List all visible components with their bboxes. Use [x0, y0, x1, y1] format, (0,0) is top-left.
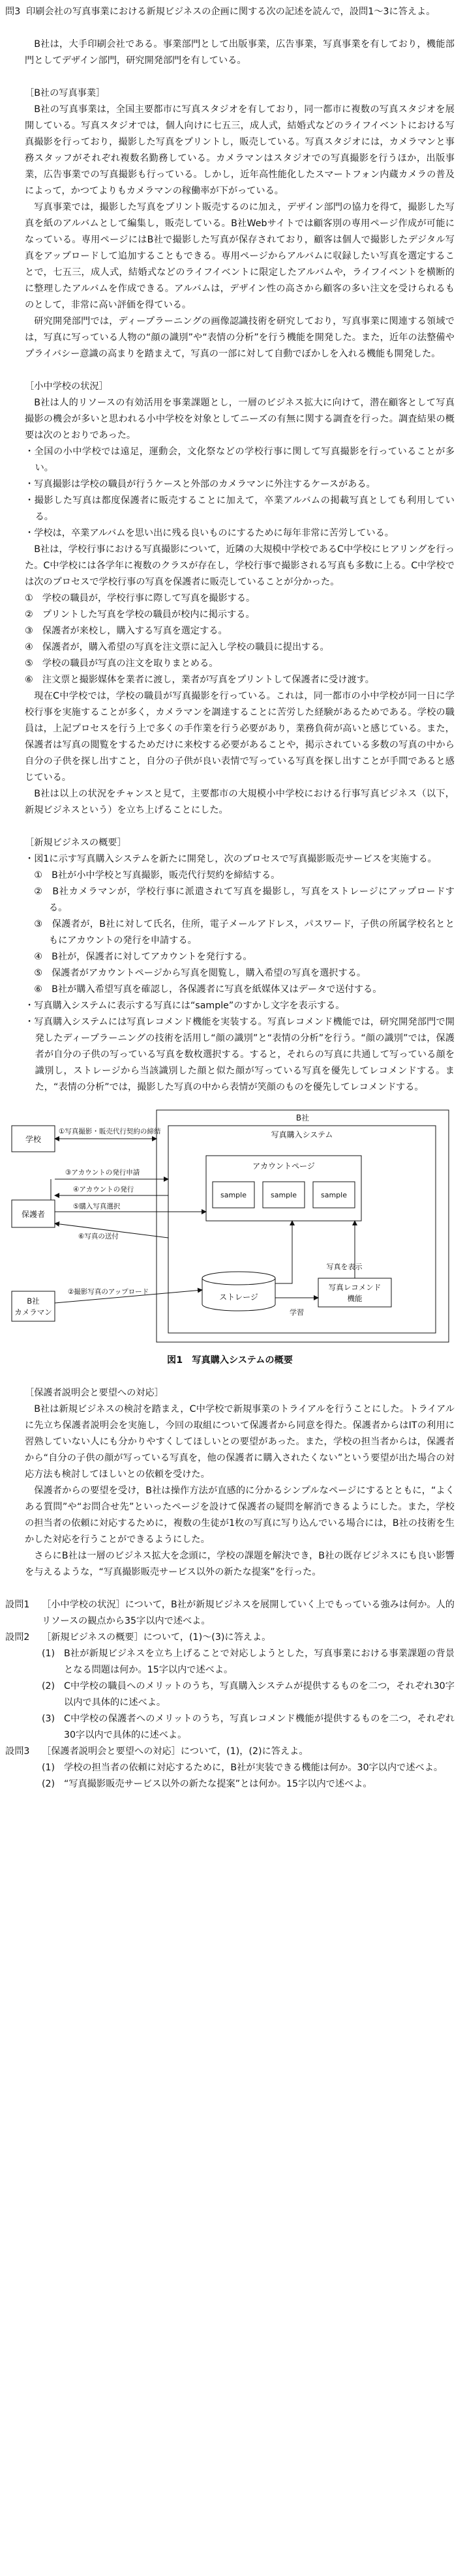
- sub-question: [5, 1776, 455, 1793]
- camera-label-line2: カメラマン: [14, 1308, 52, 1317]
- sub-question-text: B社が新規ビジネスを立ち上げることで対応しようとした，写真事業における事業課題の背景となる問題は何か。15字以内で述べよ。: [64, 1648, 455, 1675]
- sub-question-label: (2): [42, 1779, 55, 1789]
- issue-label: ④アカウントの発行: [73, 1186, 134, 1193]
- question-label: 設問1: [5, 1600, 30, 1610]
- camera-box: [12, 1291, 55, 1321]
- bullet-item: ・写真購入システムには写真レコメンド機能を実装する。写真レコメンド機能では，研究開発部門で開発したディープラーニングの技術を活用し“顔の識別”と“表情の分析”を行う。“顔の識別”では，保護者が自分の子供の写っている写真を数枚選択する。すると，それらの写真に共通して写っている顔を識別し，ストレージから当該識別した顔と似た顔が写っている写真を優先してレコメンドする。また，“表情の分析”では，撮影した写真の中から表情が笑顔のものを優先してレコメンドする。: [25, 1017, 455, 1092]
- process-step: ⑤ 学校の職員が写真の注文を取りまとめる。: [25, 658, 218, 669]
- question-body: [5, 37, 455, 1096]
- process-step: ③ 保護者が来校し，購入する写真を選定する。: [25, 626, 228, 636]
- process-step: ③ 保護者が，B社に対して氏名，住所，電子メールアドレス，パスワード，子供の所属学校名とともにアカウントの発行を申請する。: [34, 919, 455, 946]
- section-title: ［新規ビジネスの概要］: [25, 838, 127, 848]
- sub-question: [5, 1760, 455, 1776]
- process-step: ② B社カメラマンが，学校行事に派遣されて写真を撮影し，写真をストレージにアップロードする。: [34, 886, 455, 913]
- paragraph: B社の写真事業は，全国主要都市に写真スタジオを有しており，同一都市に複数の写真スタジオを展開している。写真スタジオでは，個人向けに七五三，成人式，結婚式などのライフイベントにおける写真撮影を行っており，撮影した写真をプリントし，販売している。写真スタジオには，カメラマンと事務スタッフがそれぞれ複数名勤務している。カメラマンはスタジオでの写真撮影を行うほか，出版事業，広告事業での写真撮影も行っている。しかし，近年高性能化したスマートフォン内蔵カメラの普及によって，かつてよりもカメラマンの稼働率が下がっている。: [25, 104, 455, 196]
- process-step: ④ 保護者が，購入希望の写真を注文票に記入し学校の職員に提出する。: [25, 642, 329, 652]
- select-label: ⑤購入写真選択: [73, 1203, 121, 1210]
- process-step: ⑥ 注文票と撮影媒体を業者に渡し，業者が写真をプリントして保護者に受け渡す。: [25, 675, 374, 685]
- sub-question-label: (1): [42, 1763, 55, 1773]
- sub-question-label: (1): [42, 1648, 55, 1659]
- question-label: 設問2: [5, 1632, 30, 1643]
- question-3: [5, 1744, 455, 1760]
- send-label: ⑥写真の送付: [78, 1233, 119, 1240]
- bullet-item: ・写真撮影は学校の職員が行うケースと外部のカメラマンに外注するケースがある。: [25, 479, 376, 490]
- account-page-label: アカウントページ: [252, 1162, 315, 1171]
- recommend-label-line1: 写真レコメンド: [328, 1283, 382, 1292]
- sub-question-label: (3): [42, 1714, 55, 1724]
- bullet-item: ・全国の小中学校では遠足，運動会，文化祭などの学校行事に関して写真撮影を行っていることが多い。: [25, 446, 455, 473]
- bullet-item: ・図1に示す写真購入システムを新たに開発し，次のプロセスで写真撮影販売サービスを実施する。: [25, 854, 437, 864]
- section-title: ［保護者説明会と要望への対応］: [25, 1388, 164, 1398]
- section-new-business: [25, 835, 455, 1096]
- system-diagram: [5, 1107, 453, 1349]
- school-label: 学校: [25, 1135, 42, 1144]
- upload-label: ②撮影写真のアップロード: [68, 1288, 149, 1296]
- sub-question-text: C中学校の職員へのメリットのうち，写真購入システムが提供するものを二つ，それぞれ30字以内で具体的に述べよ。: [64, 1681, 455, 1708]
- section-photo-business: [25, 85, 455, 362]
- question-text: ［新規ビジネスの概要］について，(1)～(3)に答えよ。: [42, 1632, 271, 1643]
- contract-label: ①写真撮影・販売代行契約の締結: [59, 1128, 161, 1135]
- bullet-item: ・写真購入システムに表示する写真には“sample”のすかし文字を表示する。: [25, 1001, 345, 1011]
- sub-question-text: “写真撮影販売サービス以外の新たな提案”とは何か。15字以内で述べよ。: [64, 1779, 372, 1789]
- question-1: [5, 1597, 455, 1630]
- section-meeting: [25, 1385, 455, 1581]
- sub-question-label: (2): [42, 1681, 55, 1691]
- apply-label: ③アカウントの発行申請: [65, 1169, 140, 1177]
- sub-question-text: 学校の担当者の依頼に対応するために，B社が実装できる機能は何か。30字以内で述べよ。: [64, 1763, 443, 1773]
- storage-label: ストレージ: [219, 1293, 258, 1302]
- sub-question: [5, 1678, 455, 1711]
- figure-1: [5, 1107, 455, 1369]
- paragraph: 保護者からの要望を受け，B社は操作方法が直感的に分かるシンプルなページにするとともに，“よくある質問”や“お問合せ先”といったページを設けて保護者の疑問を解消できるようにした。また，学校の担当者の依頼に対応するために，複数の生徒が1枚の写真に写り込んでいる場合には，B社の技術を生かした対応を行うことができるようにした。: [25, 1486, 455, 1545]
- parent-label: 保護者: [21, 1210, 46, 1219]
- process-step: ⑤ 保護者がアカウントページから写真を閲覧し，購入希望の写真を選択する。: [34, 968, 367, 978]
- camera-label-line1: B社: [27, 1296, 40, 1306]
- sub-question: [5, 1711, 455, 1744]
- question-instruction: 印刷会社の写真事業における新規ビジネスの企画に関する次の記述を読んで，設問1～3に答えよ。: [26, 7, 436, 17]
- paragraph: 研究開発部門では，ディープラーニングの画像認識技術を研究しており，写真事業に関連する領域では，写真に写っている人物の“顔の識別”や“表情の分析”を行う機能を開発した。また，近年の法整備やプライバシー意識の高まりを踏まえて，写真の一部に対して自動でぼかしを入れる機能も開発した。: [25, 316, 455, 359]
- process-step: ① 学校の職員が，学校行事に際して写真を撮影する。: [25, 593, 256, 604]
- storage-cylinder: [202, 1272, 275, 1311]
- learning-label: 学習: [290, 1308, 304, 1317]
- system-label: 写真購入システム: [271, 1130, 333, 1139]
- intro-paragraph: B社は，大手印刷会社である。事業部門として出版事業，広告事業，写真事業を有しており，機能部門としてデザイン部門，研究開発部門を有している。: [25, 39, 455, 66]
- questions: [5, 1597, 455, 1793]
- sample-watermark: sample: [321, 1191, 347, 1199]
- sample-watermark: sample: [220, 1191, 247, 1199]
- paragraph: 現在C中学校では，学校の職員が写真撮影を行っている。これは，同一都市の小中学校が同一日に学校行事を実施することが多く，カメラマンを調達することに苦労した経験があるためである。学校の職員は，上記プロセスを行う上で多くの手作業を行う必要があり，業務負荷が高いと感じている。また，保護者は写真の閲覧をするためだけに来校する必要があることや，掲示されている多数の写真の中から自分の子供を探し出すこと，自分の子供が良い表情で写っている写真を探し出すことが手間であると感じている。: [25, 691, 455, 783]
- bullet-item: ・撮影した写真は都度保護者に販売することに加えて，卒業アルバムの掲載写真としても利用している。: [25, 495, 455, 522]
- recommend-label-line2: 機能: [347, 1294, 363, 1303]
- paragraph: 写真事業では，撮影した写真をプリント販売するのに加え，デザイン部門の協力を得て，撮影した写真を紙のアルバムとして編集し，販売している。B社Webサイトでは顧客別の専用ページ作成が可能になっている。専用ページにはB社で撮影した写真が保存されており，顧客は個人で撮影したデジタル写真をアップロードして追加することもできる。専用ページからアルバムに収録したい写真を選定することで，七五三，成人式，結婚式などのライフイベントに限定したアルバムや，ライフイベントを横断的に整理したアルバムを作成できる。アルバムは，デザイン性の高さから顧客の多い注文を受けられるものとして，非常に高い評価を得ている。: [25, 202, 455, 310]
- sample-watermark: sample: [271, 1191, 297, 1199]
- process-step: ① B社が小中学校と写真撮影，販売代行契約を締結する。: [34, 870, 280, 881]
- figure-caption: 図1 写真購入システムの概要: [167, 1355, 293, 1366]
- process-step: ④ B社が，保護者に対してアカウントを発行する。: [34, 952, 252, 962]
- question-label: 設問3: [5, 1746, 30, 1757]
- sub-question-text: C中学校の保護者へのメリットのうち，写真レコメンド機能が提供するものを二つ，それぞれ30字以内で具体的に述べよ。: [64, 1714, 455, 1740]
- paragraph: B社は，学校行事における写真撮影について，近隣の大規模中学校であるC中学校にヒアリングを行った。C中学校には各学年に複数のクラスが存在し，学校行事で撮影される写真も多数に上る。C中学校では次のプロセスで学校行事の写真を保護者に販売していることが分かった。: [25, 544, 455, 587]
- company-label: B社: [295, 1113, 310, 1122]
- paragraph: さらにB社は一層のビジネス拡大を念頭に，学校の課題を解決でき，B社の既存ビジネスにも良い影響を与えるような，“写真撮影販売サービス以外の新たな提案”を行った。: [25, 1551, 455, 1577]
- question-2: [5, 1630, 455, 1646]
- sub-question: [5, 1646, 455, 1678]
- process-step: ② プリントした写真を学校の職員が校内に掲示する。: [25, 609, 255, 620]
- bullet-item: ・学校は，卒業アルバムを思い出に残る良いものにするために毎年非常に苦労している。: [25, 528, 394, 538]
- section-title: ［B社の写真事業］: [25, 88, 106, 98]
- question-number: 問3: [5, 7, 21, 17]
- section-schools: [25, 379, 455, 819]
- question-body-2: [5, 1385, 455, 1581]
- show-photo-label: 写真を表示: [326, 1263, 363, 1271]
- paragraph: B社は人的リソースの有効活用を事業課題とし，一層のビジネス拡大に向けて，潜在顧客として写真撮影の機会が多いと思われる小中学校を対象としてニーズの有無に関する調査を行った。調査結果の概要は次のとおりであった。: [25, 398, 455, 441]
- section-title: ［小中学校の状況］: [25, 381, 108, 392]
- paragraph: B社は新規ビジネスの検討を踏まえ，C中学校で新規事業のトライアルを行うことにした。トライアルに先立ち保護者説明会を実施し，今回の取組について保護者から同意を得た。保護者からはITの利用に習熟していない人にも分かりやすくしてほしいとの要望があった。また，学校の担当者からは，保護者から“自分の子供の顔が写っている写真を，他の保護者に購入されたくない”という要望が出た場合の対応方法も検討してほしいとの依頼を受けた。: [25, 1404, 455, 1480]
- question-header: [5, 4, 455, 20]
- question-text: ［保護者説明会と要望への対応］について，(1)，(2)に答えよ。: [42, 1746, 308, 1757]
- question-text: ［小中学校の状況］について，B社が新規ビジネスを展開していく上でもっている強みは何か。人的リソースの観点から35字以内で述べよ。: [42, 1600, 455, 1626]
- process-step: ⑥ B社が購入希望写真を確認し，各保護者に写真を紙媒体又はデータで送付する。: [34, 984, 382, 995]
- paragraph: B社は以上の状況をチャンスと見て，主要都市の大規模小中学校における行事写真ビジネス（以下，新規ビジネスという）を立ち上げることにした。: [25, 789, 455, 815]
